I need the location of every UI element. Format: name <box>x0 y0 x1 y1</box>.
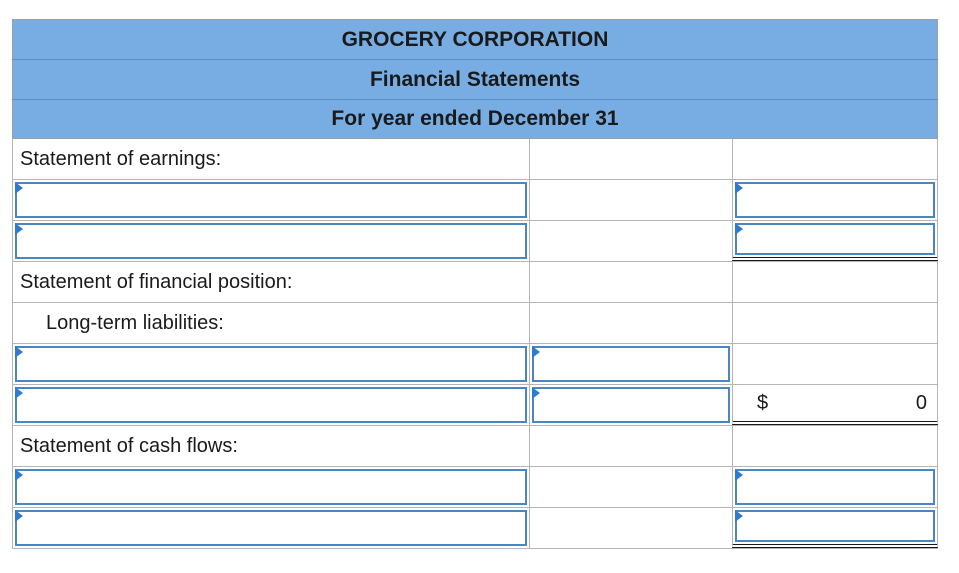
earnings-amount-input-2[interactable] <box>735 223 935 255</box>
total-liabilities-cell <box>732 385 938 425</box>
long-term-liabilities-label: Long-term liabilities: <box>46 311 224 334</box>
cash-flow-amount-input-1[interactable] <box>735 469 935 505</box>
cash-flows-section-row <box>12 426 938 467</box>
earnings-section-label: Statement of earnings: <box>20 147 222 170</box>
dropdown-marker-icon <box>532 346 540 358</box>
dropdown-marker-icon <box>735 510 743 522</box>
earnings-account-dropdown-2[interactable] <box>15 223 527 259</box>
company-name-header: GROCERY CORPORATION <box>12 19 938 59</box>
liability-account-dropdown-2[interactable] <box>15 387 527 423</box>
earnings-account-dropdown-1[interactable] <box>15 182 527 218</box>
cash-flow-account-dropdown-2[interactable] <box>15 510 527 546</box>
liabilities-row-1 <box>12 344 938 385</box>
financial-position-section-label: Statement of financial position: <box>20 270 293 293</box>
dropdown-marker-icon <box>15 387 23 399</box>
dropdown-marker-icon <box>15 182 23 194</box>
liability-amount-input-1[interactable] <box>532 346 730 382</box>
financial-statements-table <box>12 19 938 549</box>
dropdown-marker-icon <box>735 469 743 481</box>
dropdown-marker-icon <box>735 182 743 194</box>
dropdown-marker-icon <box>532 387 540 399</box>
cash-flow-amount-input-2[interactable] <box>735 510 935 542</box>
cash-flows-row-1 <box>12 467 938 508</box>
dropdown-marker-icon <box>15 346 23 358</box>
dropdown-marker-icon <box>15 469 23 481</box>
total-liabilities-value: 0 <box>915 391 927 414</box>
currency-symbol: $ <box>757 391 769 414</box>
long-term-liabilities-row <box>12 303 938 344</box>
liability-amount-input-2[interactable] <box>532 387 730 423</box>
liabilities-row-2 <box>12 385 938 426</box>
earnings-amount-input-1[interactable] <box>735 182 935 218</box>
dropdown-marker-icon <box>735 223 743 235</box>
financial-position-section-row <box>12 262 938 303</box>
cash-flows-row-2 <box>12 508 938 549</box>
dropdown-marker-icon <box>15 223 23 235</box>
earnings-row-2 <box>12 221 938 262</box>
earnings-section-row <box>12 139 938 180</box>
statement-title-header: Financial Statements <box>12 59 938 99</box>
liability-account-dropdown-1[interactable] <box>15 346 527 382</box>
cash-flow-account-dropdown-1[interactable] <box>15 469 527 505</box>
earnings-row-1 <box>12 180 938 221</box>
period-header: For year ended December 31 <box>12 99 938 139</box>
cash-flows-section-label: Statement of cash flows: <box>20 434 238 457</box>
dropdown-marker-icon <box>15 510 23 522</box>
